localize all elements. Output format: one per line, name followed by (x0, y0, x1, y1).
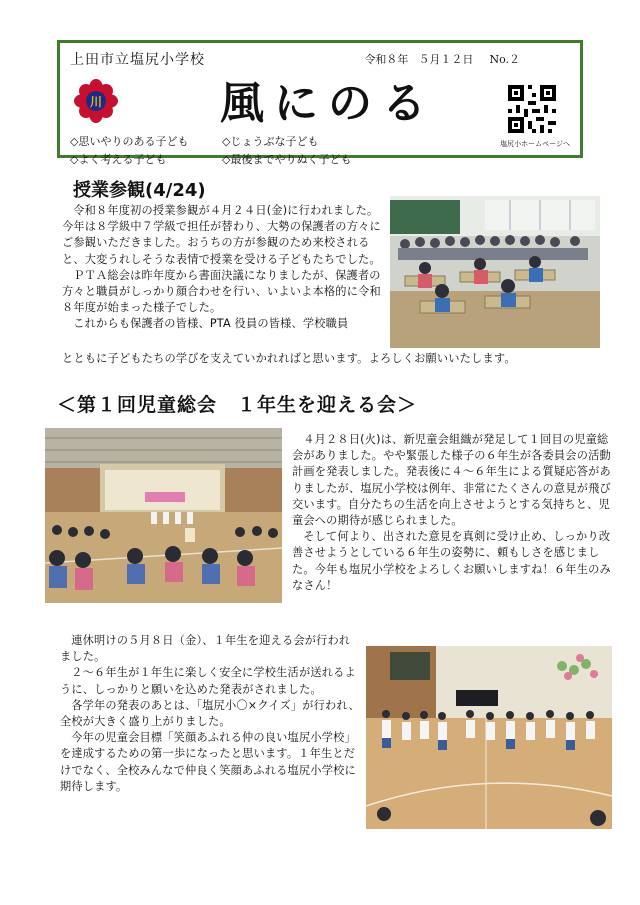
paragraph: とともに子どもたちの学びを支えていかれればと思います。よろしくお願いいたします。 (62, 352, 516, 365)
paragraph: 今年の児童会目標「笑顔あふれる仲の良い塩尻小学校」を達成するための第一歩になったと思います。１年生とだけでなく、全校みんなで仲良く笑顔あふれる塩尻小学校に期待します。 (60, 731, 356, 793)
masthead (57, 40, 583, 166)
section-title-open-class: 授業参観(4/24) (73, 180, 206, 201)
homepage-link[interactable]: 塩尻小ホームページへ (500, 140, 570, 148)
paragraph: 各学年の発表のあとは、「塩尻小〇×クイズ」が行われ、全校が大きく盛り上がりました。 (60, 698, 360, 729)
motto-item: ◇じょうぶな子ども (222, 135, 319, 148)
issue-era: 令和８年 (364, 53, 409, 66)
paragraph: ＰＴＡ総会は昨年度から書面決議になりましたが、保護者の方々と職員がしっかり顔合わせを行い、いよいよ本格的に令和８年度が始まった様子でした。 (62, 268, 381, 315)
issue-info (364, 51, 520, 67)
paragraph: そして何より、出された意見を真剣に受け止め、しっかり改善させようとしている６年生の姿勢に、頼もしさを感じました。今年も塩尻小学校をよろしくお願いしますね！６年生のみなさん！ (292, 530, 611, 592)
paragraph: 令和８年度初の授業参観が４月２４日(金)に行われました。今年は８学級中７学級で担任が替わり、大勢の保護者の方々にご参観いただきました。おうちの方が参観のため来校されると、大変うれしそうな表情で授業を受ける子どもたちでした。 (62, 204, 381, 266)
section-body-continuation (62, 351, 562, 367)
section-body-assembly (292, 432, 614, 594)
paragraph: ４月２８日(火)は、新児童会組織が発足して１回目の児童総会がありました。やや緊張した様子の６年生が各委員会の活動計画を発表しました。発表後に４～６年生による質疑応答がありましたが、塩尻小学校は例年、非常にたくさんの意見が飛び交います。自分たちの生活を向上させようとする気持ちと、児童会への期待が感じられました。 (292, 433, 611, 528)
motto-item: ◇最後までやりぬく子ども (222, 153, 352, 166)
motto-item: ◇よく考える子ども (70, 153, 167, 166)
newsletter-title: 風にのる (220, 78, 436, 129)
section-body-welcome (60, 633, 360, 795)
svg-text:川: 川 (89, 95, 103, 109)
welcome-event-photo (366, 646, 612, 829)
classroom-photo (390, 196, 600, 348)
qr-code-icon[interactable] (508, 85, 556, 133)
section-title-assembly: ＜第１回児童総会 １年生を迎える会＞ (57, 394, 418, 416)
school-name: 上田市立塩尻小学校 (70, 52, 205, 68)
motto-item: ◇思いやりのある子ども (70, 135, 189, 148)
paragraph: 連休明けの５月８日（金）、１年生を迎える会が行われました。 (60, 634, 351, 664)
school-emblem-icon (74, 79, 118, 123)
assembly-gym-photo (45, 428, 282, 603)
issue-number: No.２ (489, 53, 520, 66)
paragraph: これからも保護者の皆様、PTA 役員の皆様、学校職員 (73, 317, 349, 331)
school-mottos (70, 133, 392, 167)
paragraph: ２～６年生が１年生に楽しく安全に学校生活が送れるように、しっかりと願いを込めた発表がされました。 (60, 666, 356, 696)
section-body-open-class (62, 203, 385, 333)
issue-date: ５月１２日 (418, 53, 474, 66)
